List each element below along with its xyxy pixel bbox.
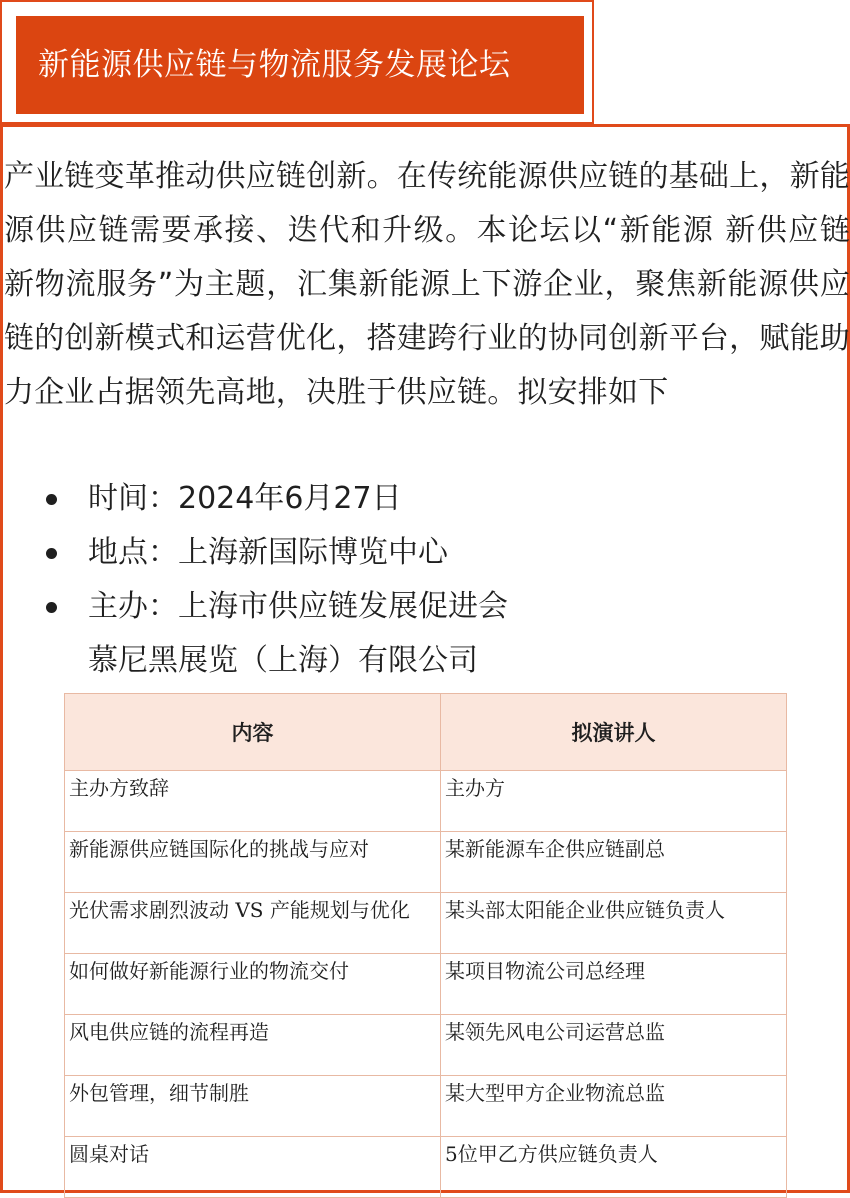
row-speaker: 某领先风电公司运营总监 (441, 1015, 787, 1076)
info-location-text: 地点：上海新国际博览中心 (88, 535, 448, 570)
table-row (65, 1076, 787, 1137)
row-topic: 新能源供应链国际化的挑战与应对 (65, 832, 441, 893)
table-row (65, 893, 787, 954)
row-topic: 如何做好新能源行业的物流交付 (65, 954, 441, 1015)
row-speaker: 某大型甲方企业物流总监 (441, 1076, 787, 1137)
bullet-icon (46, 494, 57, 505)
table-row (65, 954, 787, 1015)
info-item-host (0, 580, 850, 634)
info-host-second-text: 慕尼黑展览（上海）有限公司 (88, 643, 478, 678)
bullet-icon (46, 602, 57, 613)
intro-paragraph: 产业链变革推动供应链创新。在传统能源供应链的基础上，新能源供应链需要承接、迭代和升级。本论坛以“新能源 新供应链 新物流服务”为主题，汇集新能源上下游企业，聚焦新能源供应链的创新模式和运营优化，搭建跨行业的协同创新平台，赋能助力企业占据领先高地，决胜于供应链。拟安排如下 (4, 159, 850, 410)
row-topic: 光伏需求剧烈波动 VS 产能规划与优化 (65, 893, 441, 954)
bullet-icon (46, 548, 57, 559)
row-speaker: 某项目物流公司总经理 (441, 954, 787, 1015)
header-speaker: 拟演讲人 (441, 694, 787, 771)
table-row (65, 832, 787, 893)
table-row (65, 1137, 787, 1198)
header-content: 内容 (65, 694, 441, 771)
row-speaker: 某新能源车企供应链副总 (441, 832, 787, 893)
title-frame (0, 0, 594, 124)
forum-title: 新能源供应链与物流服务发展论坛 (16, 16, 584, 114)
table-row (65, 771, 787, 832)
row-speaker: 某头部太阳能企业供应链负责人 (441, 893, 787, 954)
info-time-text: 时间：2024年6月27日 (88, 481, 402, 516)
row-topic: 外包管理，细节制胜 (65, 1076, 441, 1137)
row-topic: 主办方致辞 (65, 771, 441, 832)
row-speaker: 5位甲乙方供应链负责人 (441, 1137, 787, 1198)
table-header-row (65, 694, 787, 771)
row-speaker: 主办方 (441, 771, 787, 832)
info-item-host-continued (0, 634, 850, 688)
info-item-time (0, 472, 850, 526)
event-info-list (0, 472, 850, 688)
row-topic: 圆桌对话 (65, 1137, 441, 1198)
row-topic: 风电供应链的流程再造 (65, 1015, 441, 1076)
info-host-text: 主办：上海市供应链发展促进会 (88, 589, 508, 624)
table-row (65, 1015, 787, 1076)
agenda-table (64, 693, 787, 1198)
info-item-location (0, 526, 850, 580)
